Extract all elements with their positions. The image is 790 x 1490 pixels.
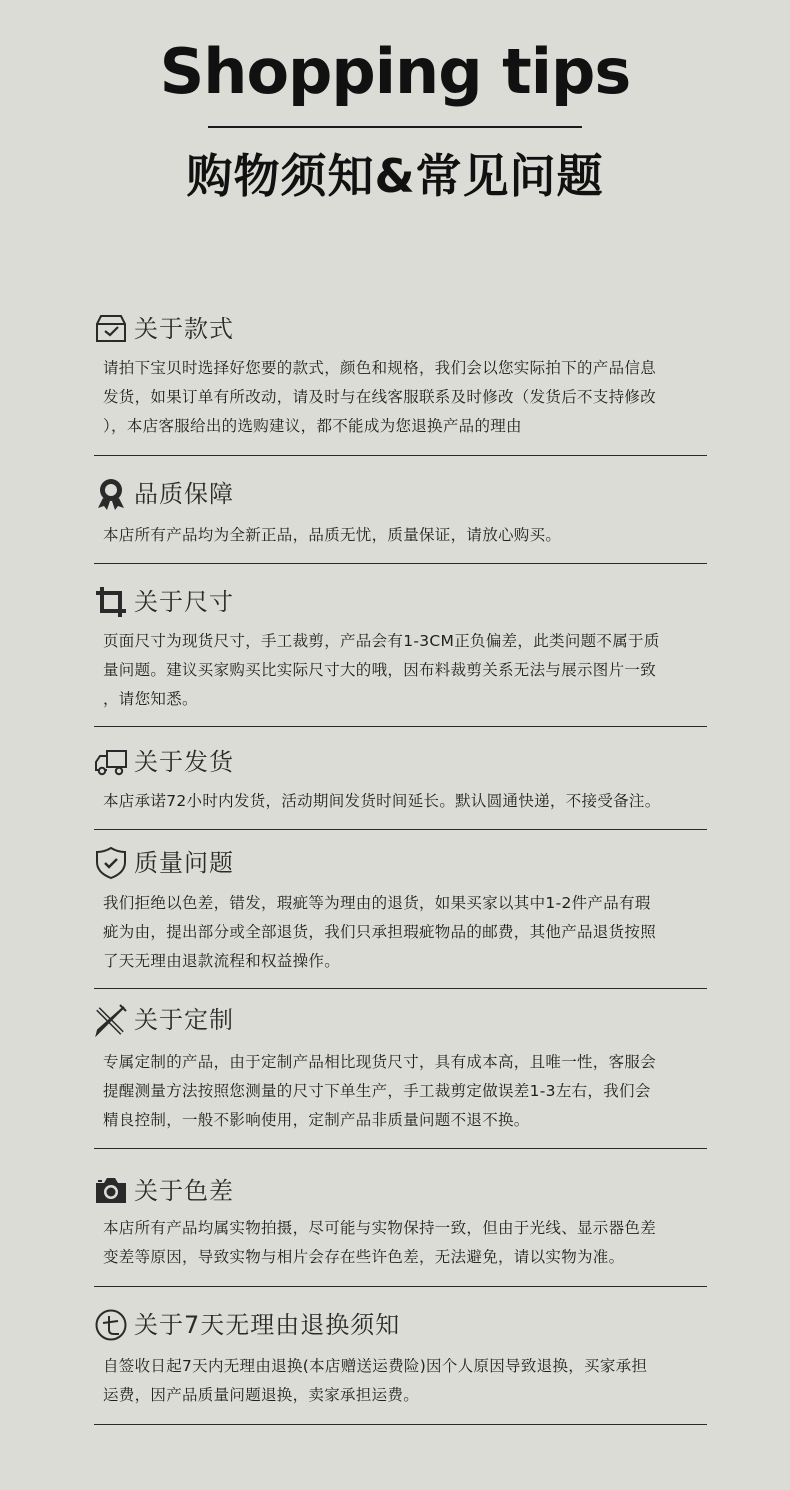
section-divider: [94, 829, 707, 830]
section-body: [103, 1214, 713, 1272]
box-check-icon: [94, 312, 128, 346]
section-title: 关于7天无理由退换须知: [134, 1311, 401, 1339]
section-title: 关于发货: [134, 748, 234, 776]
body-line: 本店承诺72小时内发货，活动期间发货时间延长。默认圆通快递，不接受备注。: [103, 792, 661, 810]
award-ribbon-icon: [94, 477, 128, 511]
section-divider: [94, 1148, 707, 1149]
ruler-pencil-icon: [94, 1003, 128, 1037]
body-line: 自签收日起7天内无理由退换(本店赠送运费险)因个人原因导致退换，买家承担: [103, 1357, 648, 1375]
section-body: [103, 521, 713, 550]
body-line: 了天无理由退款流程和权益操作。: [103, 952, 341, 970]
body-line: ，请您知悉。: [103, 690, 198, 708]
section-body: [103, 1352, 713, 1410]
body-line: 提醒测量方法按照您测量的尺寸下单生产，手工裁剪定做误差1-3左右，我们会: [103, 1082, 651, 1100]
section-title: 关于色差: [134, 1177, 234, 1205]
section-body: [103, 627, 713, 714]
section-divider: [94, 563, 707, 564]
section-body: [103, 1048, 713, 1135]
body-line: 我们拒绝以色差，错发，瑕疵等为理由的退货，如果买家以其中1-2件产品有瑕: [103, 894, 651, 912]
body-line: 专属定制的产品，由于定制产品相比现货尺寸，具有成本高，且唯一性，客服会: [103, 1053, 657, 1071]
body-line: 页面尺寸为现货尺寸，手工裁剪，产品会有1-3CM正负偏差，此类问题不属于质: [103, 632, 660, 650]
section-title: 关于定制: [134, 1006, 234, 1034]
circled-seven-icon: [94, 1308, 128, 1342]
body-line: 疵为由，提出部分或全部退货，我们只承担瑕疵物品的邮费，其他产品退货按照: [103, 923, 657, 941]
body-line: 发货，如果订单有所改动，请及时与在线客服联系及时修改（发货后不支持修改: [103, 388, 657, 406]
section-divider: [94, 988, 707, 989]
section-divider: [94, 726, 707, 727]
camera-icon: [94, 1174, 128, 1208]
page-title-en: Shopping tips: [159, 35, 631, 108]
section-divider: [94, 1424, 707, 1425]
section-body: [103, 889, 713, 976]
body-line: 本店所有产品均属实物拍摄，尽可能与实物保持一致，但由于光线、显示器色差: [103, 1219, 657, 1237]
page-title-cn: 购物须知&常见问题: [186, 149, 604, 203]
body-line: 变差等原因，导致实物与相片会存在些许色差，无法避免，请以实物为准。: [103, 1248, 625, 1266]
crop-icon: [94, 585, 128, 619]
delivery-truck-icon: [94, 745, 128, 779]
title-divider: [208, 126, 582, 128]
section-title: 品质保障: [134, 480, 234, 508]
body-line: 运费，因产品质量问题退换，卖家承担运费。: [103, 1386, 420, 1404]
section-title: 关于款式: [134, 315, 234, 343]
section-title: 质量问题: [134, 849, 234, 877]
section-divider: [94, 1286, 707, 1287]
shield-check-icon: [94, 846, 128, 880]
body-line: 本店所有产品均为全新正品，品质无忧，质量保证，请放心购买。: [103, 526, 562, 544]
section-body: [103, 787, 713, 816]
section-divider: [94, 455, 707, 456]
body-line: ），本店客服给出的选购建议，都不能成为您退换产品的理由: [103, 417, 522, 435]
body-line: 请拍下宝贝时选择好您要的款式，颜色和规格，我们会以您实际拍下的产品信息: [103, 359, 657, 377]
body-line: 量问题。建议买家购买比实际尺寸大的哦，因布料裁剪关系无法与展示图片一致: [103, 661, 657, 679]
section-body: [103, 354, 713, 441]
section-title: 关于尺寸: [134, 588, 234, 616]
body-line: 精良控制，一般不影响使用，定制产品非质量问题不退不换。: [103, 1111, 530, 1129]
